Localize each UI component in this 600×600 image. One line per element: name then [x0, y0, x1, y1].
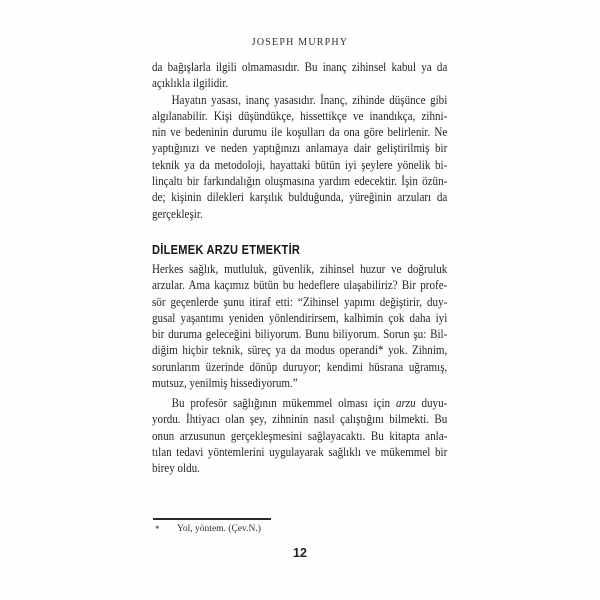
paragraph-block-professor-quote: [152, 261, 447, 391]
text-line: teknik ya da metodoloji, hayattaki bütün iyi şeylere yönelik bi-: [152, 156, 448, 172]
text-line: Herkes sağlık, mutluluk, güvenlik, zihinsel huzur ve doğruluk: [152, 261, 448, 276]
text-line: de; kişinin dilekleri karşılık bulduğunda, yüreğinin arzuları da: [152, 189, 448, 205]
text-line: diğim hiçbir teknik, süreç ya da modus operandi* yok. Zihnim,: [152, 342, 448, 358]
running-header-author: JOSEPH MURPHY: [251, 37, 349, 48]
text-line: yaptığınızı ve neden yaptığınızı anlamaya dair geliştirilmiş bir: [152, 140, 448, 156]
text-line: gusal yaşantımı yeniden yönlendirirsem, kalbimin çok daha iyi: [152, 309, 448, 325]
footnote-divider: [153, 518, 271, 520]
section-heading: DİLEMEK ARZU ETMEKTİR: [152, 242, 301, 257]
text-line: birey oldu.: [152, 460, 200, 476]
footnote-marker: *: [155, 524, 160, 534]
text-line: algılanabilir. Kişi düşündükçe, hissettikçe ve inandıkça, zihni-: [152, 107, 448, 123]
text-line: Hayatın yasası, inanç yasasıdır. İnanç, zihinde düşünce gibi: [171, 91, 448, 107]
italic-text: arzu: [395, 395, 416, 410]
text-line: mutsuz, yenilmiş hissediyorum.”: [152, 375, 298, 391]
text-line: tılan tedavi yöntemlerini uygulayarak sağlıklı ve mükemmel bir: [152, 443, 448, 459]
text-line: nin ve bedeninin durumu ile koşulları da ona göre belirlenir. Ne: [152, 124, 448, 140]
paragraph-block-intro: [152, 59, 447, 222]
footnote: [153, 524, 453, 534]
text-line: linçaltı bir farkındalığın oluşmasına yardım edecektir. İşin özün-: [152, 173, 448, 189]
text-line: bir duruma geleceğini biliyorum. Bunu biliyorum. Sorun şu: Bil-: [152, 326, 448, 342]
page-number: 12: [293, 546, 307, 560]
text-line: da bağışlarla ilgili olmamasıdır. Bu inanç zihinsel kabul ya da: [152, 59, 448, 74]
text-line: sör geçenlerde şunu itiraf etti: “Zihinsel yapımı değiştirir, duy-: [152, 293, 448, 309]
text-line: gerçekleşir.: [152, 205, 203, 221]
text-line: onun arzusunun gerçekleşmesini sağlayacaktı. Bu kitapta anla-: [152, 427, 448, 443]
footnote-text: Yol, yöntem. (Çev.N.): [177, 524, 261, 534]
text-line: açıklıkla ilgilidir.: [152, 75, 229, 91]
paragraph-block-conclusion: [152, 395, 447, 476]
text-line: yordu. İhtiyacı olan şey, zihninin nasıl çalıştığını bilmekti. Bu: [152, 411, 448, 427]
text-line: arzular. Ama kaçımız bütün bu hedeflere ulaşabiliriz? Bir profe-: [152, 277, 448, 293]
text-line: sorunlarım üzerinde dönüp duruyor; kendimi hüsrana uğramış,: [152, 358, 448, 374]
text-line: Bu profesör sağlığının mükemmel olması için arzu duyu-: [171, 395, 448, 410]
